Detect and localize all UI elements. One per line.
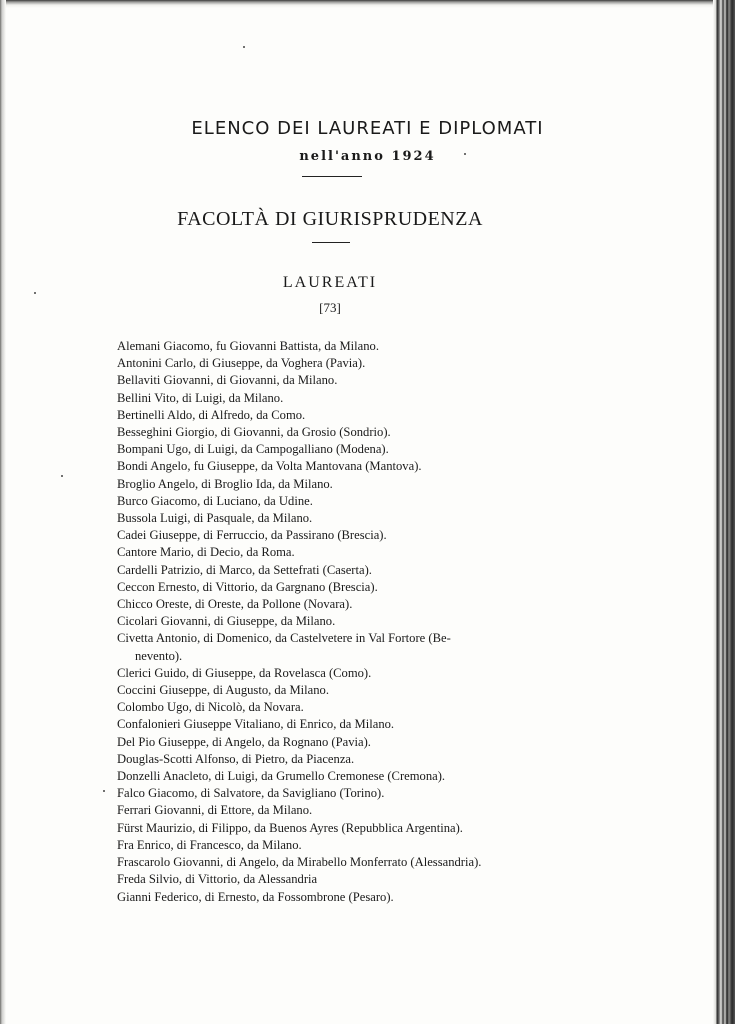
list-item: Del Pio Giuseppe, di Angelo, da Rognano (Pavia). [117,734,371,749]
list-item: Frascarolo Giovanni, di Angelo, da Mirabello Monferrato (Alessandria). [117,855,482,870]
list-item: Civetta Antonio, di Domenico, da Castelvetere in Val Fortore (Be- [117,631,451,646]
list-item: Bompani Ugo, di Luigi, da Campogalliano (Modena). [117,442,389,457]
title-divider [302,176,362,177]
list-item: Antonini Carlo, di Giuseppe, da Voghera (Pavia). [117,356,366,371]
list-item: Freda Silvio, di Vittorio, da Alessandria [117,872,318,887]
list-item: Gianni Federico, di Ernesto, da Fossombrone (Pesaro). [117,889,394,904]
paper-speck [243,46,245,48]
paper-speck [103,790,105,792]
faculty-divider [312,242,350,243]
list-item: Falco Giacomo, di Salvatore, da Savigliano (Torino). [117,786,385,801]
list-item: Bellaviti Giovanni, di Giovanni, da Milano. [117,373,338,388]
list-item: Cadei Giuseppe, di Ferruccio, da Passirano (Brescia). [117,528,387,543]
paper-speck [61,475,63,477]
list-item: Cantore Mario, di Decio, da Roma. [117,545,295,560]
list-item: Coccini Giuseppe, di Augusto, da Milano. [117,683,329,698]
list-item: Bellini Vito, di Luigi, da Milano. [117,390,284,405]
list-item: Confalonieri Giuseppe Vitaliano, di Enrico, da Milano. [117,717,395,732]
paper-speck [34,292,36,294]
list-item: Fra Enrico, di Francesco, da Milano. [117,837,302,852]
list-item: Burco Giacomo, di Luciano, da Udine. [117,493,313,508]
faculty-heading: FACOLTÀ DI GIURISPRUDENZA [177,208,483,230]
paper-speck [464,153,466,155]
section-heading: LAUREATI [282,274,378,291]
list-item: Donzelli Anacleto, di Luigi, da Grumello Cremonese (Cremona). [117,769,446,784]
list-item: Alemani Giacomo, fu Giovanni Battista, da Milano. [117,339,379,353]
list-item-continuation: nevento). [135,648,183,663]
list-item: Bertinelli Aldo, di Alfredo, da Como. [117,407,306,422]
list-item: Besseghini Giorgio, di Giovanni, da Grosio (Sondrio). [117,425,391,440]
list-item: Broglio Angelo, di Broglio Ida, da Milano. [117,476,333,491]
list-item: Ferrari Giovanni, di Ettore, da Milano. [117,803,313,818]
page-title: ELENCO DEI LAUREATI E DIPLOMATI [191,118,544,139]
list-item: Clerici Guido, di Giuseppe, da Rovelasca (Como). [117,665,372,680]
list-item: Cicolari Giovanni, di Giuseppe, da Milano. [117,614,336,629]
list-item: Bussola Luigi, di Pasquale, da Milano. [117,511,313,526]
list-item: Bondi Angelo, fu Giuseppe, da Volta Mantovana (Mantova). [117,459,422,474]
list-item: Fürst Maurizio, di Filippo, da Buenos Ayres (Repubblica Argentina). [117,820,463,835]
graduate-count: [73] [319,300,341,315]
page-top-edge [0,0,735,8]
list-item: Colombo Ugo, di Nicolò, da Novara. [117,700,304,715]
list-item: Chicco Oreste, di Oreste, da Pollone (Novara). [117,597,353,612]
list-item: Ceccon Ernesto, di Vittorio, da Gargnano (Brescia). [117,579,378,594]
list-item: Cardelli Patrizio, di Marco, da Settefrati (Caserta). [117,562,372,577]
graduates-list [117,338,557,906]
year-subtitle: nell'anno 1924 [299,149,436,164]
list-item: Douglas-Scotti Alfonso, di Pietro, da Piacenza. [117,751,355,766]
